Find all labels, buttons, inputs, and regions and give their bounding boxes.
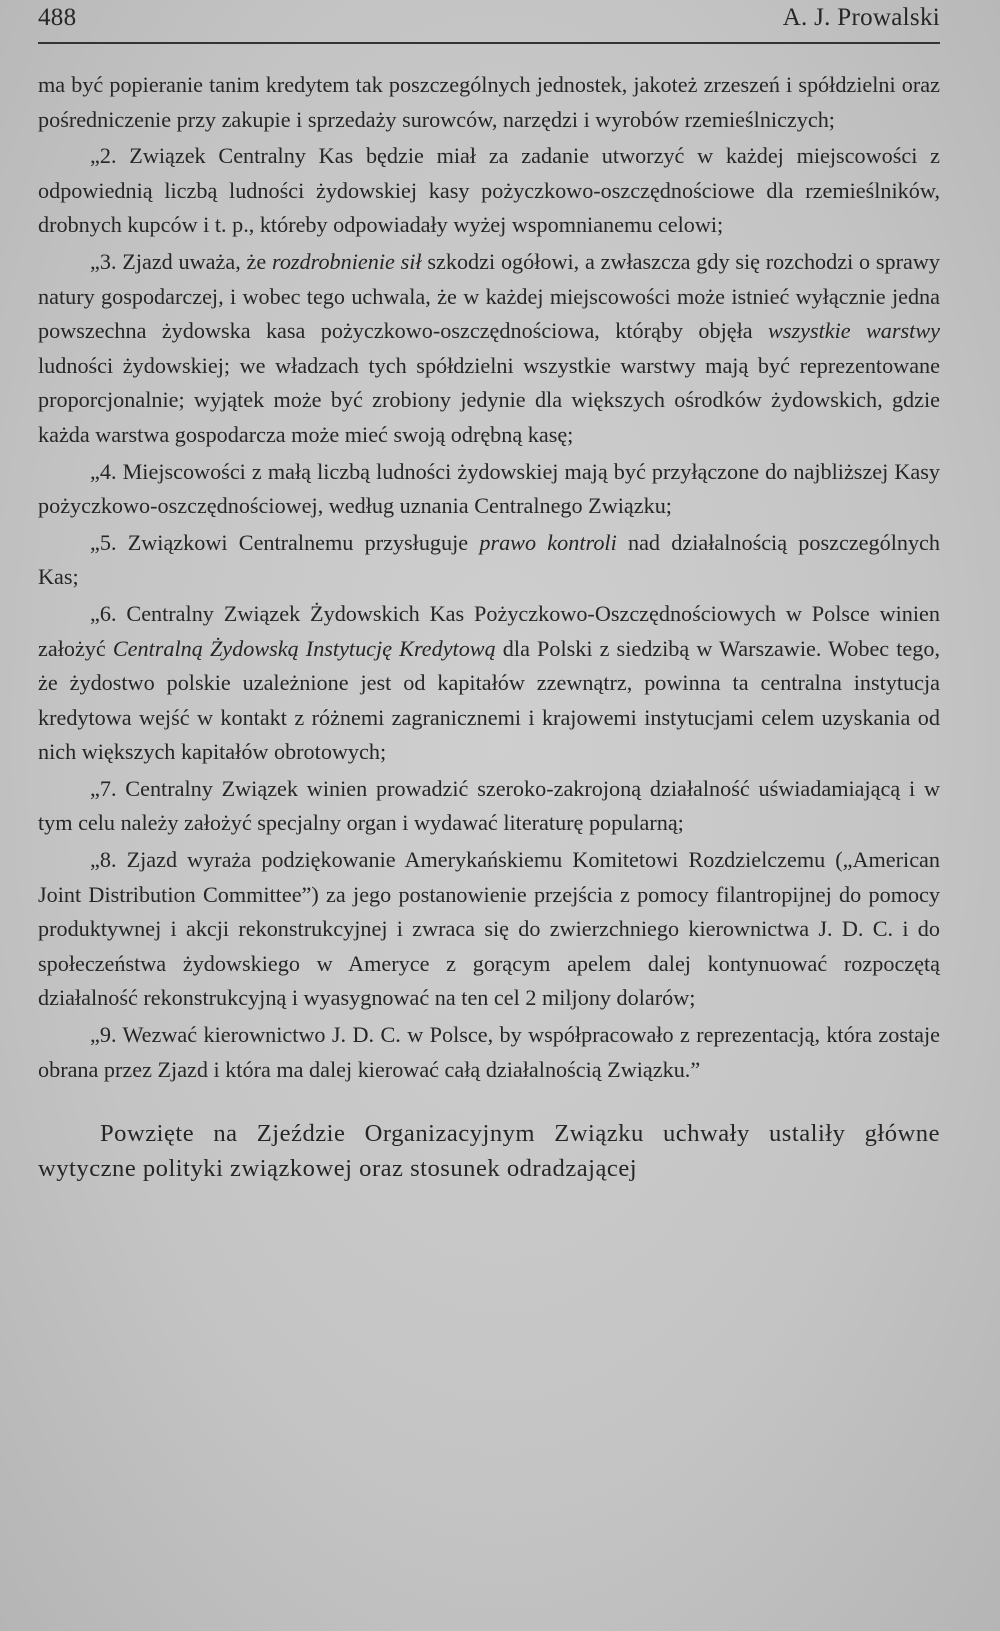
- point-6-text-c: dla Polski z siedzibą w Warszawie. Wobec tego, że żydostwo polskie uzależnione jest od kapitałów zzewnątrz, powinna ta centralna instytucja kredytowa wejść w kontakt z różnemi zagranicznemi i krajowemi instytucjami celem uzyskania od nich większych kapitałów obrotowych;: [38, 635, 940, 765]
- paragraph-point-5: [38, 526, 940, 595]
- closing-section: [38, 1117, 940, 1186]
- paragraph-continuation: ma być popieranie tanim kredytem tak poszczególnych jednostek, jakoteż zrzeszeń i spółdzielni oraz pośredniczenie przy zakupie i sprzedaży surowców, narzędzi i wyrobów rzemieślniczych;: [38, 72, 940, 132]
- point-3-emphasis-all-strata: wszystkie warstwy: [768, 318, 940, 344]
- point-3-text-c: szkodzi ogółowi, a zwłaszcza gdy się rozchodzi o sprawy natury gospodarczej, i wobec tego uchwala, że w każdej miejscowości może istnieć wyłącznie jedna powszechna żydowska kasa pożyczkowo-oszczędnościowa, którąby objęła: [38, 248, 940, 344]
- paragraph-point-4: „4. Miejscowości z małą liczbą ludności żydowskiej mają być przyłączone do najbliższej Kasy pożyczkowo-oszczędnościowej, według uznania Centralnego Związku;: [38, 458, 940, 519]
- paragraph-point-9: „9. Wezwać kierownictwo J. D. C. w Polsce, by współpracowało z reprezentacją, która zostaje obrana przez Zjazd i która ma dalej kierować całą działalnością Związku.”: [38, 1022, 940, 1082]
- paragraph-point-7: „7. Centralny Związek winien prowadzić szeroko-zakrojoną działalność uświadamiającą i w tym celu należy założyć specjalny organ i wydawać literaturę popularną;: [38, 775, 940, 836]
- paragraph-point-2: „2. Związek Centralny Kas będzie miał za zadanie utworzyć w każdej miejscowości z odpowiednią liczbą ludności żydowskiej kasy pożyczkowo-oszczędnościowe dla rzemieślników, drobnych kupców i t. p., któreby odpowiadały wyżej wspomnianemu celowi;: [38, 143, 940, 238]
- point-5-emphasis-control: prawo kontroli: [479, 529, 617, 555]
- point-3-text-a: „3. Zjazd uważa, że: [90, 248, 273, 274]
- paragraph-point-3: [38, 245, 940, 453]
- resolution-text: [38, 68, 940, 1087]
- point-6-text-a: „6. Centralny Związek Żydowskich Kas Pożyczkowo-Oszczędnościowych w Polsce winien założyć: [38, 600, 940, 661]
- point-3-emphasis-fragmentation: rozdrobnienie sił: [272, 248, 422, 274]
- paragraph-point-8: „8. Zjazd wyraża podziękowanie Amerykańskiemu Komitetowi Rozdzielczemu („American Joint Distribution Committee”) za jego postanowienie przejścia z pomocy filantropijnej do pomocy produktywnej i akcji rekonstrukcyjnej i zwraca się do zwierzchniego kierownictwa J. D. C. i do społeczeństwa żydowskiego w Ameryce z gorącym apelem dalej kontynuować rozpoczętą działalność rekonstrukcyjną i wyasygnować na ten cel 2 miljony dolarów;: [38, 847, 940, 1011]
- page-header: [38, 4, 940, 38]
- header-rule: [38, 42, 940, 44]
- paragraph-point-6: [38, 597, 940, 770]
- page-number: 488: [38, 4, 77, 31]
- point-3-text-e: ludności żydowskiej; we władzach tych spółdzielni wszystkie warstwy mają być reprezentowane proporcjonalnie; wyjątek może być zrobiony jedynie dla większych ośrodków żydowskich, gdzie każda warstwa gospodarcza może mieć swoją odrębną kasę;: [38, 352, 940, 447]
- point-6-emphasis-institution: Centralną Żydowską Instytucję Kredytową: [112, 635, 496, 661]
- running-title: A. J. Prowalski: [782, 4, 940, 31]
- point-5-text-a: „5. Związkowi Centralnemu przysługuje: [90, 529, 480, 555]
- point-5-text-c: nad działalnością poszczególnych Kas;: [38, 529, 940, 590]
- closing-paragraph: Powzięte na Zjeździe Organizacyjnym Związku uchwały ustaliły główne wytyczne polityki związkowej oraz stosunek odradzającej: [38, 1120, 940, 1182]
